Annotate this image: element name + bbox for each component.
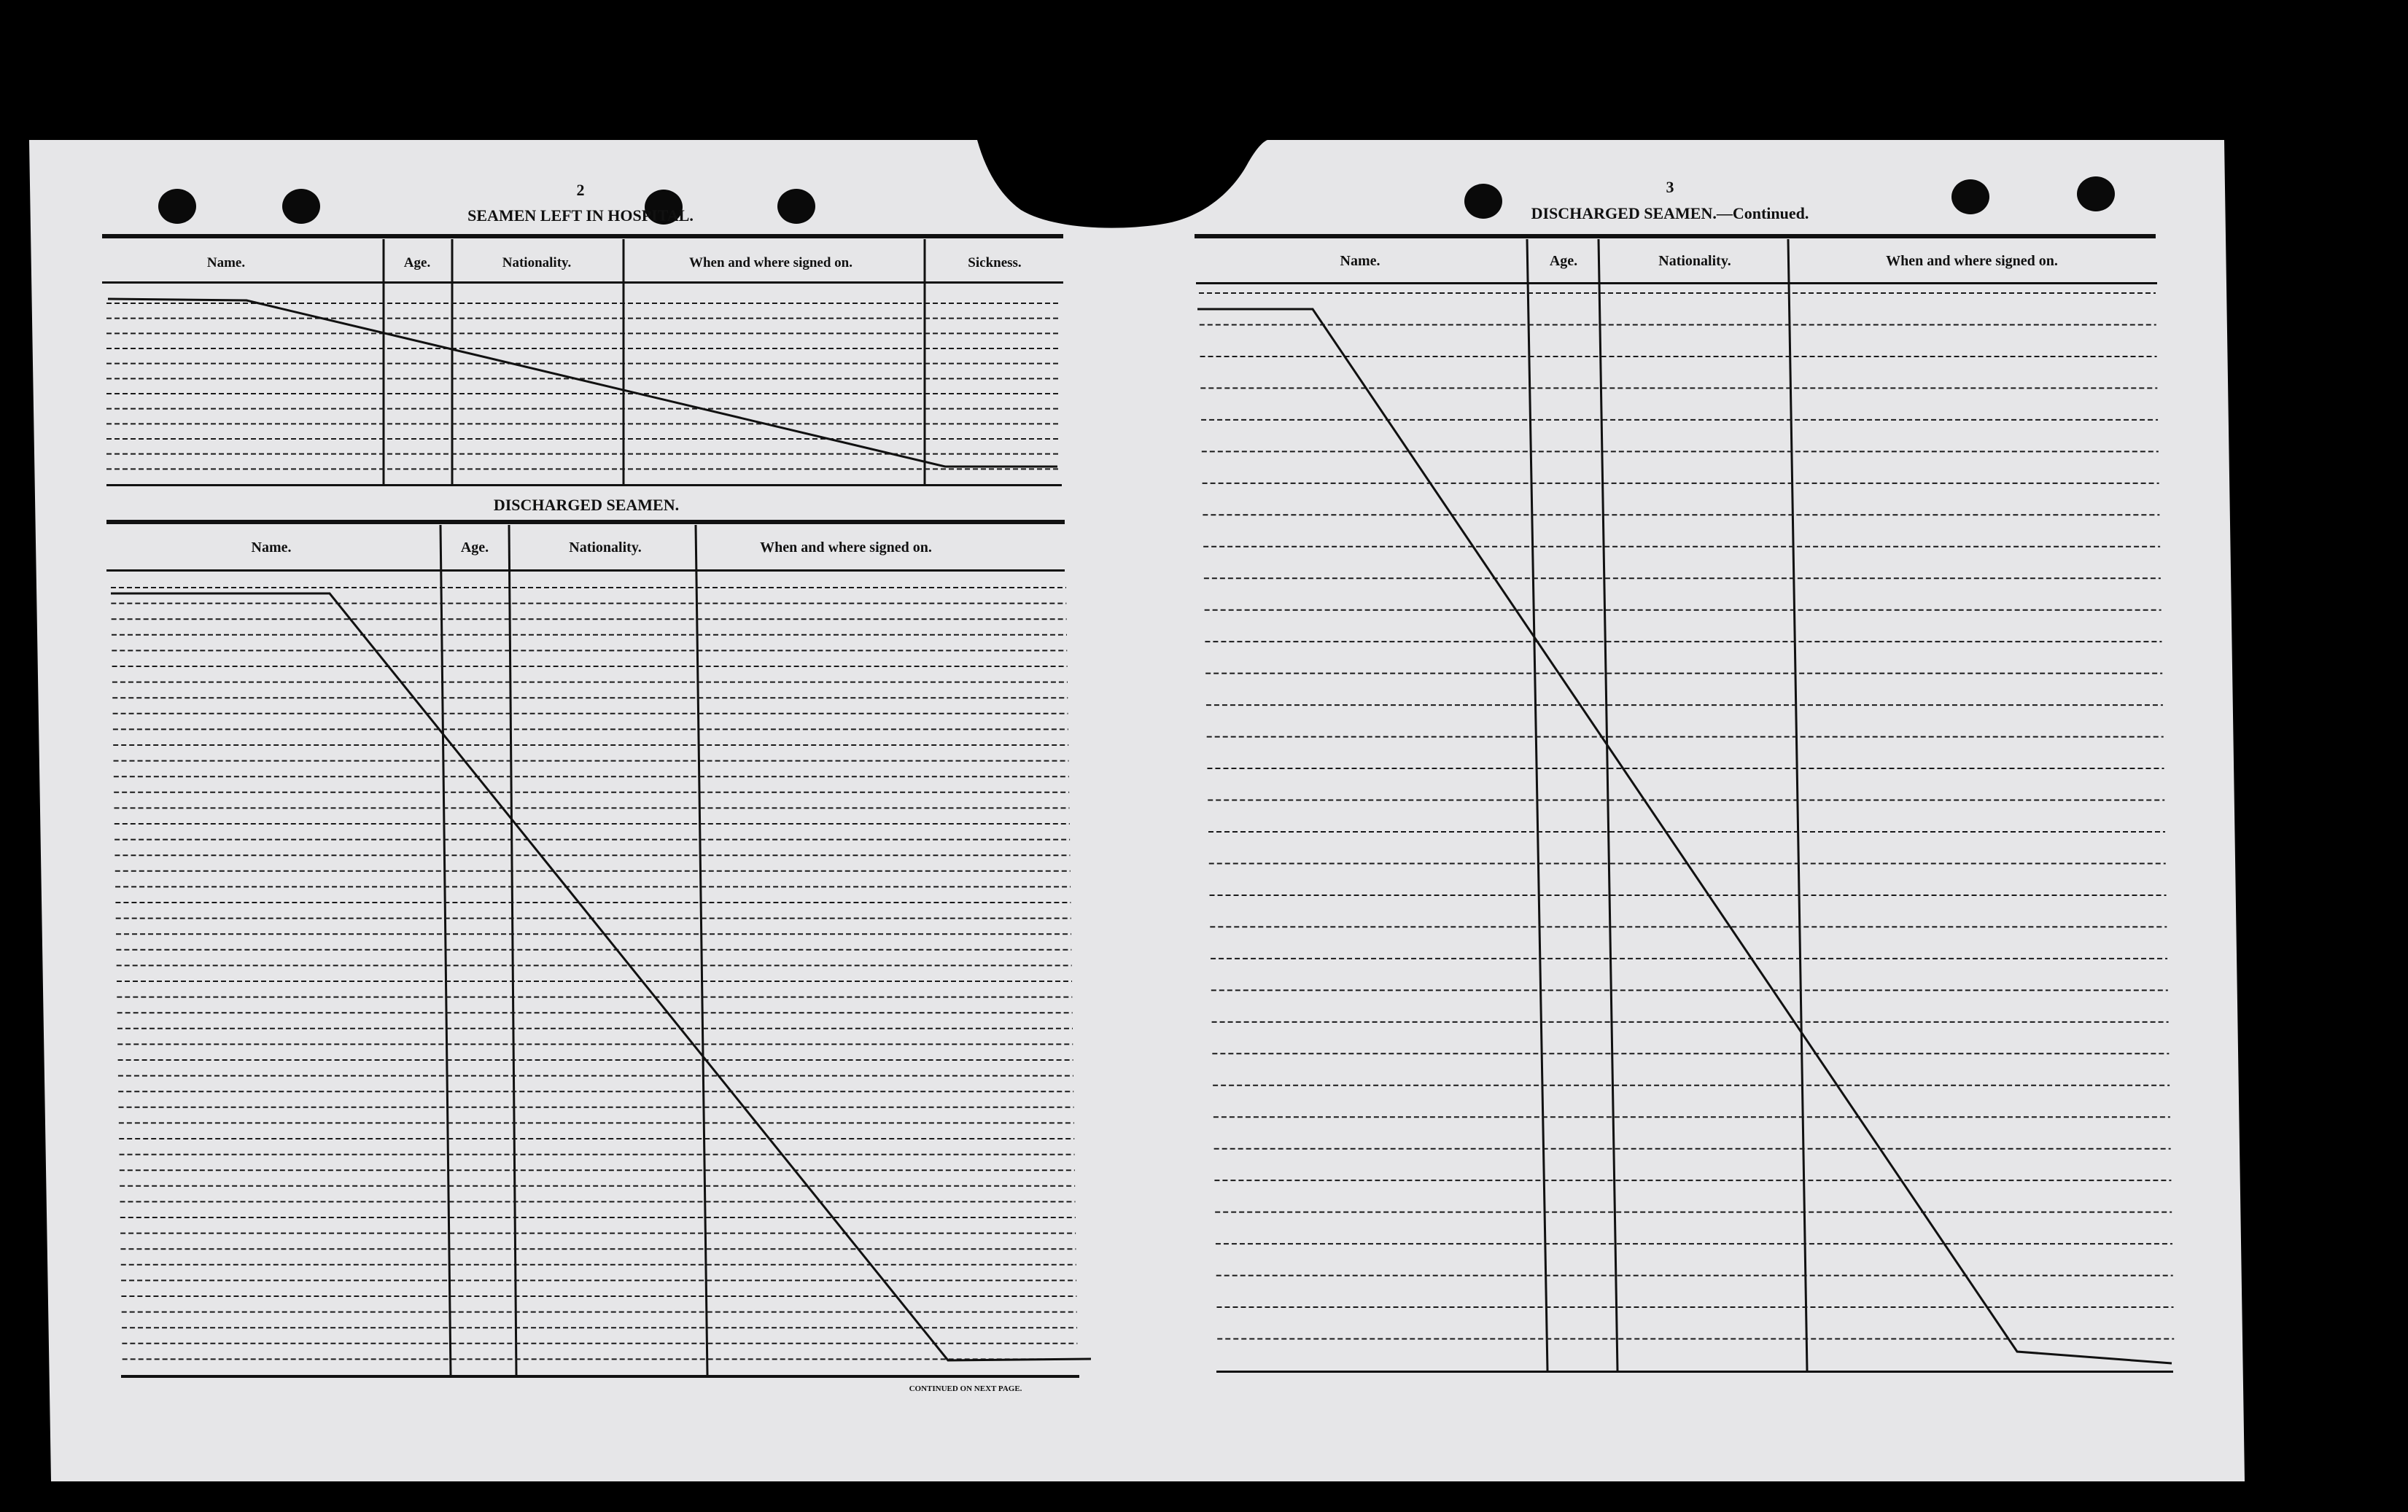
- table-top-rule: [1195, 234, 2156, 238]
- table-bottom-rule: [121, 1375, 1079, 1378]
- col-header-signed-on: When and where signed on.: [688, 255, 853, 270]
- hospital-section-title: SEAMEN LEFT IN HOSPITAL.: [467, 206, 694, 225]
- header-rule: [106, 569, 1065, 572]
- discharged-section-title: DISCHARGED SEAMEN.: [493, 496, 680, 514]
- punch-hole: [2077, 176, 2115, 211]
- col-header-signed-on: When and where signed on.: [1886, 253, 2058, 269]
- col-header-name: Name.: [1340, 253, 1380, 269]
- col-header-name: Name.: [251, 539, 292, 556]
- table-bottom-rule: [1216, 1371, 2173, 1373]
- punch-hole: [777, 189, 815, 224]
- col-header-age: Age.: [1549, 253, 1578, 269]
- col-header-nationality: Nationality.: [1658, 253, 1731, 269]
- col-header-signed-on: When and where signed on.: [760, 539, 932, 556]
- header-rule: [1196, 282, 2157, 284]
- right-page-title: DISCHARGED SEAMEN.—Continued.: [1531, 204, 1809, 222]
- paper-sheet: [29, 140, 2245, 1481]
- col-header-age: Age.: [403, 255, 431, 270]
- table-bottom-rule: [106, 484, 1062, 486]
- col-header-nationality: Nationality.: [569, 539, 642, 556]
- col-header-sickness: Sickness.: [968, 255, 1022, 270]
- right-page-number: 3: [1666, 178, 1674, 196]
- punch-hole: [1464, 184, 1502, 219]
- continued-footer: CONTINUED ON NEXT PAGE.: [909, 1384, 1022, 1393]
- left-page-number: 2: [576, 181, 585, 199]
- table-top-rule: [106, 520, 1065, 524]
- punch-hole: [1951, 179, 1989, 214]
- punch-hole: [282, 189, 320, 224]
- punch-hole: [158, 189, 196, 224]
- col-header-age: Age.: [460, 539, 489, 556]
- col-header-name: Name.: [206, 255, 246, 270]
- table-top-rule: [102, 234, 1063, 238]
- col-header-nationality: Nationality.: [502, 255, 572, 270]
- header-rule: [102, 281, 1063, 284]
